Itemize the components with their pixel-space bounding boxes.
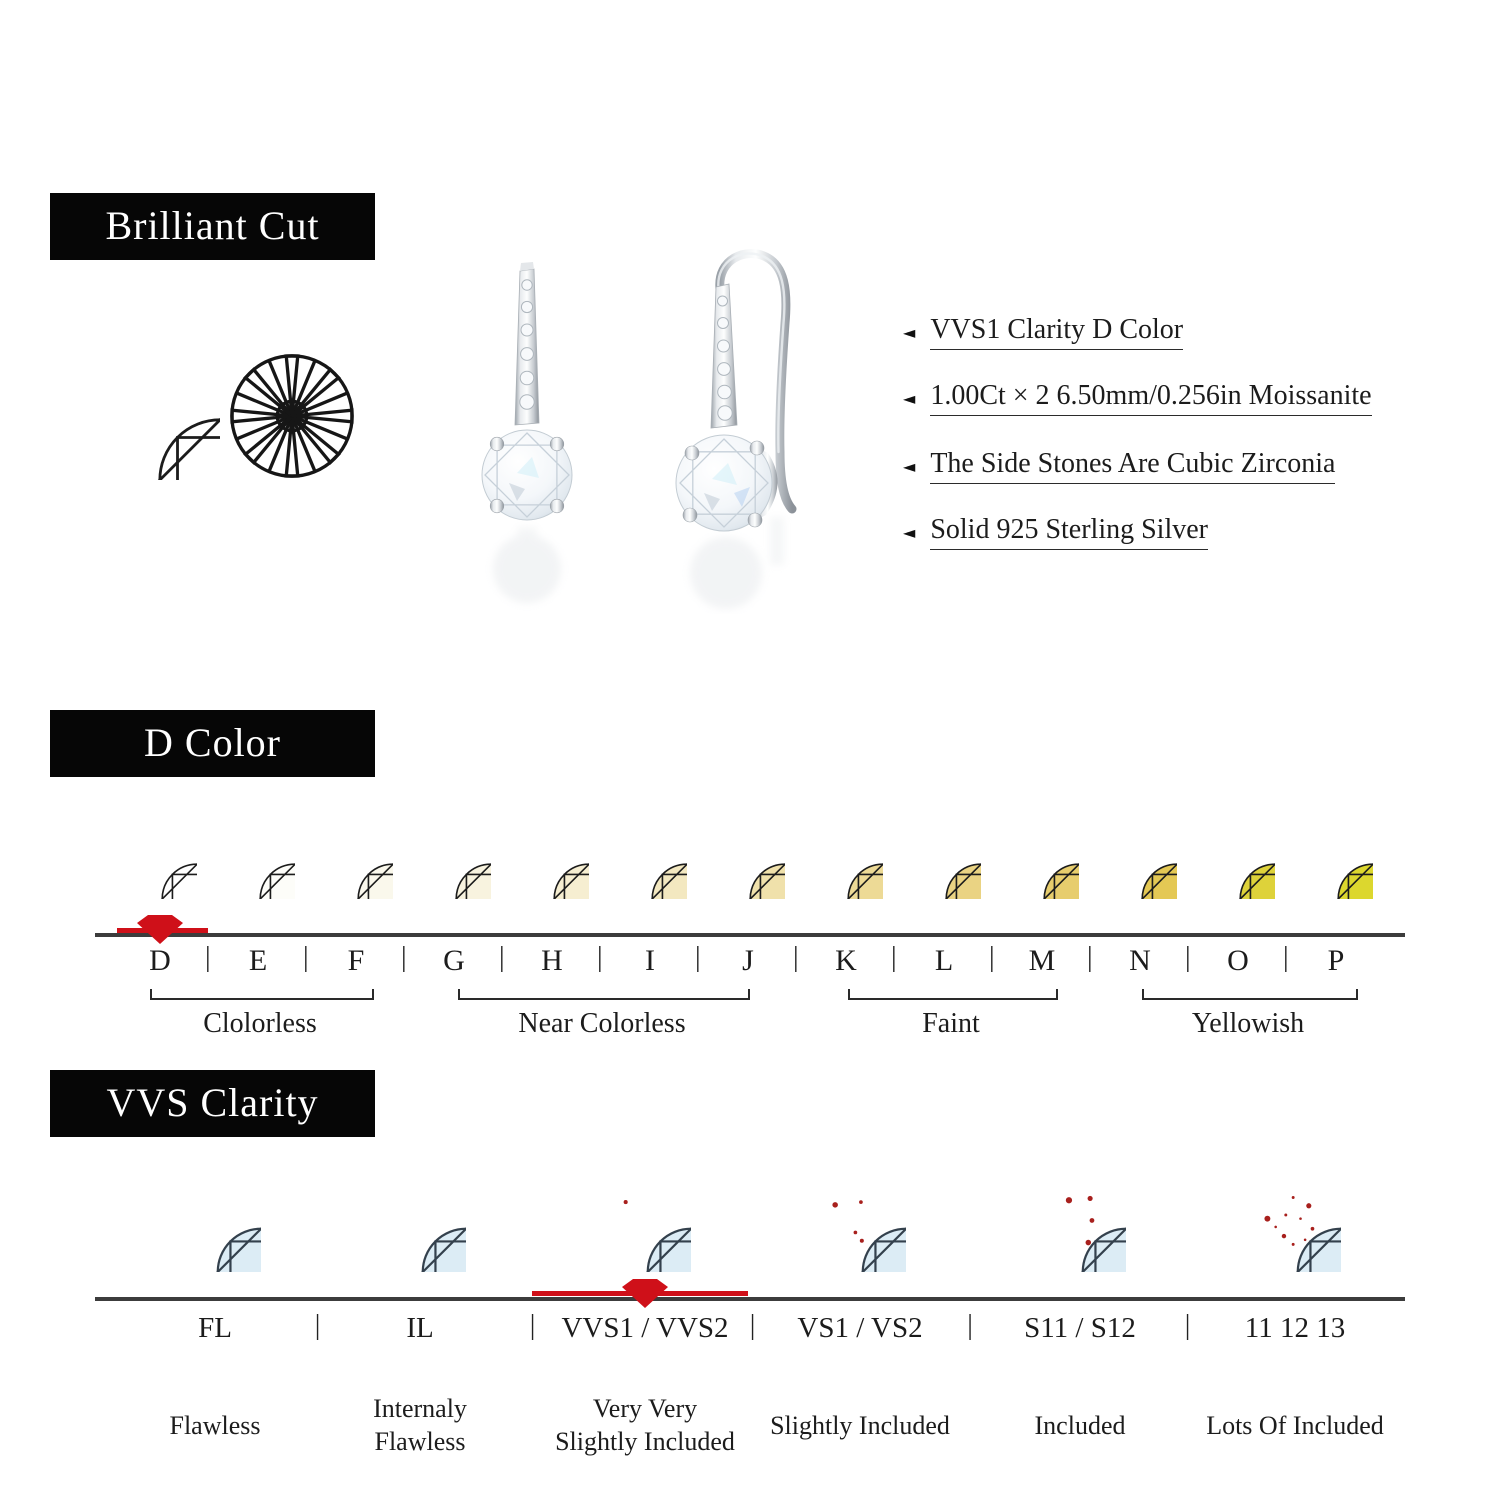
color-scale-separator: | xyxy=(499,942,505,973)
clarity-desc-line: Flawless xyxy=(169,1410,261,1440)
inclusion-dots xyxy=(1066,1196,1095,1245)
color-grade-letter-D: D xyxy=(149,944,171,977)
color-gem-F-icon xyxy=(319,825,393,899)
group-bracket-near-colorless xyxy=(458,989,750,1000)
bullet-arrow-icon: ◄ xyxy=(903,388,916,408)
color-scale-separator: | xyxy=(1087,942,1093,973)
color-grade-letter-J: J xyxy=(742,944,754,977)
spec-bullet-row xyxy=(903,311,1183,353)
color-gem-P-icon xyxy=(1299,825,1373,899)
earring-right xyxy=(676,254,792,609)
color-scale-axis-line xyxy=(95,933,1405,937)
clarity-scale-separator: | xyxy=(529,1310,536,1341)
color-grade-letter-I: I xyxy=(645,944,655,977)
earring-left xyxy=(482,262,572,603)
clarity-desc-line: Flawless xyxy=(374,1427,466,1456)
color-scale-separator: | xyxy=(401,942,407,973)
section-title-brilliant-cut: Brilliant Cut xyxy=(50,193,375,260)
clarity-desc-line: Slightly Included xyxy=(555,1427,735,1456)
color-scale-separator: | xyxy=(891,942,897,973)
color-scale-separator: | xyxy=(695,942,701,973)
color-grade-letter-E: E xyxy=(248,944,268,977)
color-grade-letter-G: G xyxy=(443,944,465,977)
color-grade-letter-O: O xyxy=(1227,944,1249,977)
color-grade-letter-F: F xyxy=(347,944,365,977)
color-scale-separator: | xyxy=(1185,942,1191,973)
color-group-label: Yellowish xyxy=(1191,1008,1305,1039)
clarity-grade-label: 11 12 13 xyxy=(1244,1312,1346,1344)
clarity-scale-separator: | xyxy=(749,1310,756,1341)
clarity-grade-description xyxy=(290,1385,550,1465)
spec-text-clarity-color: VVS1 Clarity D Color xyxy=(930,314,1183,350)
spec-text-carat-size: 1.00Ct × 2 6.50mm/0.256in Moissanite xyxy=(930,380,1371,416)
clarity-gem-1-icon xyxy=(169,1180,261,1272)
bullet-arrow-icon: ◄ xyxy=(903,322,916,342)
color-gem-E-icon xyxy=(221,825,295,899)
color-gem-O-icon xyxy=(1201,825,1275,899)
group-bracket-colorless xyxy=(150,989,374,1000)
color-grade-letter-H: H xyxy=(541,944,563,977)
color-scale-separator: | xyxy=(205,942,211,973)
color-gem-D-icon xyxy=(123,825,197,899)
bullet-arrow-icon: ◄ xyxy=(903,522,916,542)
clarity-gem-4-icon xyxy=(814,1180,906,1272)
selected-color-marker-icon xyxy=(108,913,214,955)
clarity-scale-separator: | xyxy=(314,1310,321,1341)
spec-bullet-row xyxy=(903,511,1208,553)
color-gem-H-icon xyxy=(515,825,589,899)
color-gem-K-icon xyxy=(809,825,883,899)
inclusion-dots xyxy=(832,1200,863,1243)
clarity-scale-separator: | xyxy=(967,1310,973,1341)
spec-bullet-row xyxy=(903,377,1372,419)
clarity-grade-description xyxy=(1165,1385,1425,1465)
clarity-desc-line: Very Very xyxy=(592,1394,698,1423)
color-grade-letter-P: P xyxy=(1327,944,1345,977)
group-bracket-yellowish xyxy=(1142,989,1358,1000)
color-grade-letter-N: N xyxy=(1129,944,1151,977)
section-title-d-color: D Color xyxy=(50,710,375,777)
color-gem-N-icon xyxy=(1103,825,1177,899)
color-group-label: Clolorless xyxy=(203,1008,317,1039)
clarity-grade-label: S11 / S12 xyxy=(1024,1312,1136,1344)
group-bracket-faint xyxy=(848,989,1058,1000)
color-gem-L-icon xyxy=(907,825,981,899)
clarity-scale-separator: | xyxy=(1184,1310,1191,1341)
color-group-label: Near Colorless xyxy=(518,1008,686,1039)
color-grade-letter-L: L xyxy=(934,944,954,977)
color-scale-separator: | xyxy=(1283,942,1289,973)
section-title-vvs-clarity: VVS Clarity xyxy=(50,1070,375,1137)
clarity-gem-5-icon xyxy=(1034,1180,1126,1272)
color-grade-letter-M: M xyxy=(1028,944,1056,977)
product-photo-earrings xyxy=(430,222,870,614)
color-group-label: Faint xyxy=(922,1008,980,1039)
clarity-desc-line: Slightly Included xyxy=(770,1410,950,1440)
spec-text-side-stones: The Side Stones Are Cubic Zirconia xyxy=(930,448,1335,484)
spec-bullet-row xyxy=(903,445,1335,487)
clarity-gem-2-icon xyxy=(374,1180,466,1272)
color-scale-separator: | xyxy=(597,942,603,973)
bullet-arrow-icon: ◄ xyxy=(903,456,916,476)
color-gem-I-icon xyxy=(613,825,687,899)
color-gem-G-icon xyxy=(417,825,491,899)
color-scale-separator: | xyxy=(989,942,995,973)
color-scale-separator: | xyxy=(303,942,309,973)
spec-text-silver: Solid 925 Sterling Silver xyxy=(930,514,1208,550)
brilliant-cut-pavilion-diagram-icon xyxy=(228,352,356,480)
inclusion-dots xyxy=(624,1200,628,1204)
color-gem-J-icon xyxy=(711,825,785,899)
clarity-gem-3-icon xyxy=(599,1180,691,1272)
clarity-grade-label: VVS1 / VVS2 xyxy=(561,1312,729,1344)
clarity-gem-6-icon xyxy=(1249,1180,1341,1272)
color-scale-separator: | xyxy=(793,942,799,973)
selected-clarity-marker-icon xyxy=(528,1276,762,1320)
clarity-desc-line: Lots Of Included xyxy=(1206,1410,1384,1440)
clarity-desc-line: Included xyxy=(1034,1410,1126,1440)
clarity-desc-line: Internaly xyxy=(373,1394,467,1423)
clarity-grade-label: VS1 / VS2 xyxy=(797,1312,923,1344)
clarity-grade-label: IL xyxy=(406,1312,434,1344)
color-gem-M-icon xyxy=(1005,825,1079,899)
color-grade-letter-K: K xyxy=(835,944,857,977)
inclusion-dots xyxy=(1264,1196,1314,1246)
clarity-grade-label: FL xyxy=(198,1312,232,1344)
brilliant-cut-crown-diagram-icon xyxy=(92,352,220,480)
